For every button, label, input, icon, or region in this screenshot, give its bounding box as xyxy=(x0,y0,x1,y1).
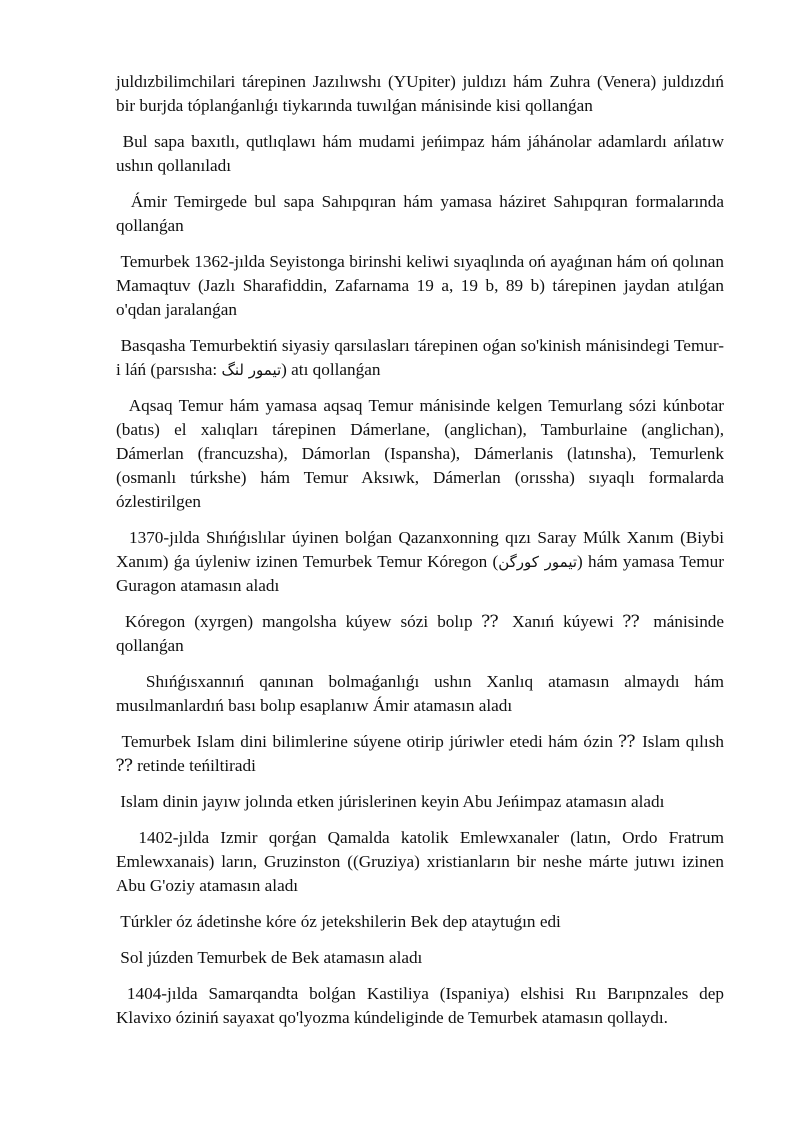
paragraph-7-after: ) hám yamasa Temur Guragon atamasın aladı xyxy=(116,552,729,595)
paragraph-7 xyxy=(116,526,729,598)
persian-name-timur-koregon: تیمور کورگن xyxy=(498,553,578,571)
document-page xyxy=(116,70,729,1042)
paragraph-12: 1402-jılda Izmir qorǵan Qamalda katolik Emlewxanaler (latın, Ordo Fratrum Emlewxanais) ların, Gruzinston ((Gruziya) xristianların bir neshe márte jutıwı izinen Abu G'oziy atamasın aladı xyxy=(116,828,729,895)
paragraph-5 xyxy=(116,334,724,382)
paragraph-11: Islam dinin jayıw jolında etken júrislerinen keyin Abu Jeńimpaz atamasın aladı xyxy=(116,792,665,811)
paragraph-1: juldızbilimchilari tárepinen Jazılıwshı (YUpiter) juldızı hám Zuhra (Venera) juldızdıń bir burjda tóplanǵanlıǵı tiykarında tuwılǵan mánisinde kisi qollanǵan xyxy=(116,72,729,115)
persian-name-timur-lang: تیمور لنگ xyxy=(221,361,282,379)
paragraph-5-before: Basqasha Temurbektiń siyasiy qarsılasları tárepinen oǵan so'kinish mánisindegi Temur-i láń (parsısha: xyxy=(116,336,725,379)
paragraph-4: Temurbek 1362-jılda Seyistonga birinshi keliwi sıyaqlında oń ayaǵınan hám oń qolınan Mamaqtuv (Jazlı Sharafiddin, Zafarnama 19 a, 19 b, 89 b) tárepinen jaydan atılǵan o'qdan jaralanǵan xyxy=(116,252,729,319)
paragraph-5-after: ) atı qollanǵan xyxy=(281,360,381,379)
paragraph-6: Aqsaq Temur hám yamasa aqsaq Temur mánisinde kelgen Temurlang sózi kúnbotar (batıs) el xalıqları tárepinen Dámerlane, (anglichan), Tamburlaine (anglichan), Dámerlan (francuzsha), Dámorlan (Ispansha), Dámerlanis (latınsha), Temurlenk (osmanlı túrkshe) hám Temur Aksıwk, Dámerlan (orıssha) sıyaqlı formalarda ózlestirilgen xyxy=(116,396,729,511)
paragraph-9: Shıńǵısxannıń qanınan bolmaǵanlıǵı ushın Xanlıq atamasın almaydı hám musılmanlardıń bası bolıp esaplanıw Ámir atamasın aladı xyxy=(116,672,729,715)
paragraph-7-before: 1370-jılda Shıńǵıslılar úyinen bolǵan Qazanxonning qızı Saray Múlk Xanım (Biybi Xanım) ǵa úyleniw izinen Temurbek Temur Kóregon ( xyxy=(116,528,729,571)
paragraph-13: Túrkler óz ádetinshe kóre óz jetekshilerin Bek dep ataytuǵın edi xyxy=(116,912,561,931)
paragraph-14: Sol júzden Temurbek de Bek atamasın aladı xyxy=(116,948,423,967)
paragraph-10: Temurbek Islam dini bilimlerine súyene otirip júriwler etedi hám ózin ⁇ Islam qılısh ⁇ retinde teńiltiradi xyxy=(116,732,729,775)
paragraph-8: Kóregon (xyrgen) mangolsha kúyew sózi bolıp ⁇ Xanıń kúyewi ⁇ mánisinde qollanǵan xyxy=(116,612,729,655)
paragraph-2: Bul sapa baxıtlı, qutlıqlawı hám mudami jeńimpaz hám jáhánolar adamlardı ańlatıw ushın qollanıladı xyxy=(116,132,729,175)
paragraph-3: Ámir Temirgede bul sapa Sahıpqıran hám yamasa háziret Sahıpqıran formalarında qollanǵan xyxy=(116,192,729,235)
paragraph-15: 1404-jılda Samarqandta bolǵan Kastiliya (Ispaniya) elshisi Rıı Barıpnzales dep Klavixo óziniń sayaxat qo'lyozma kúndeliginde de Temurbek atamasın qollaydı. xyxy=(116,984,729,1027)
